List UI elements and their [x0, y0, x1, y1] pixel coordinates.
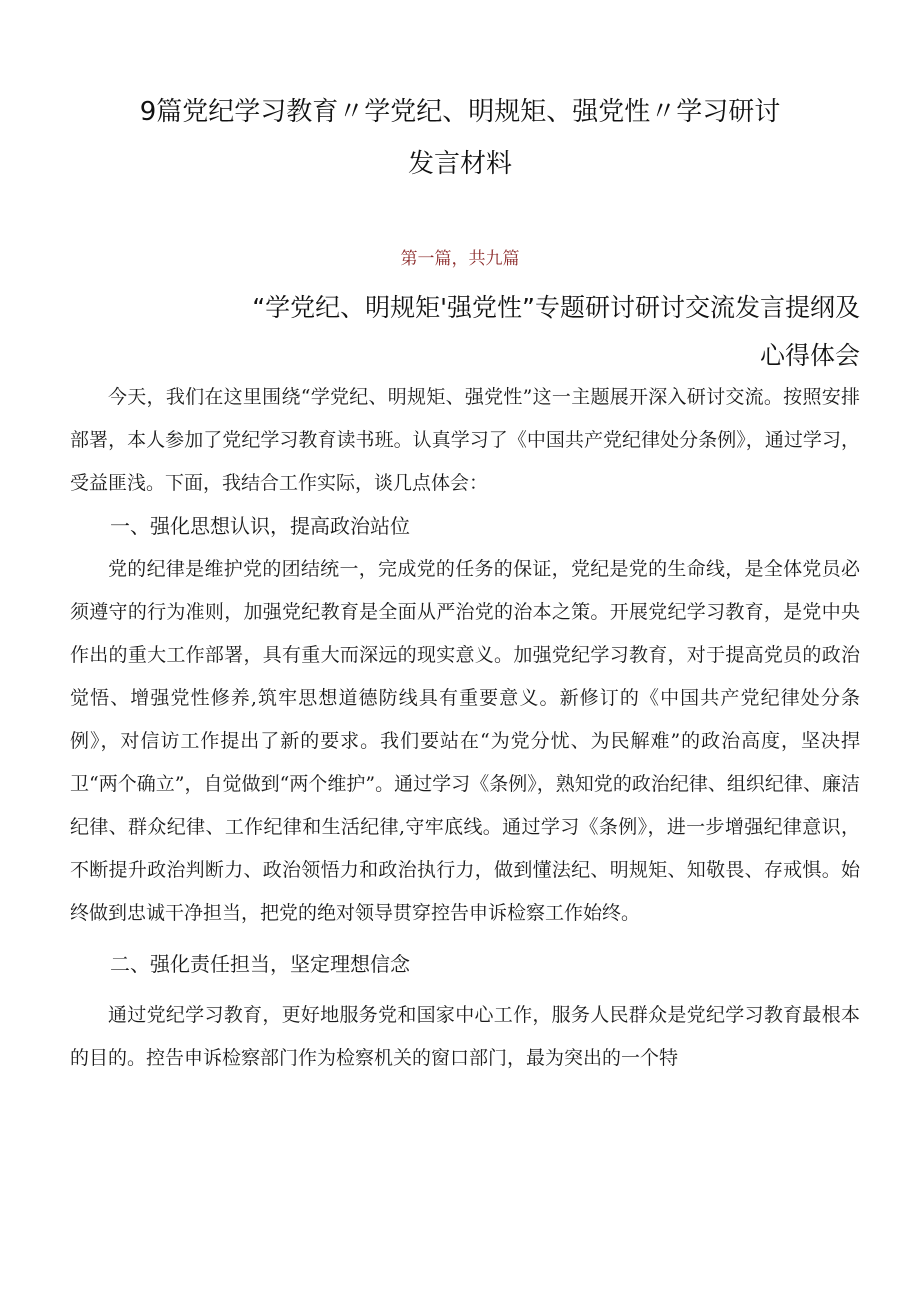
document-body [70, 376, 860, 1080]
subheading-2: 二、强化责任担当，坚定理想信念 [110, 952, 410, 976]
subheading-1: 一、强化思想认识，提高政治站位 [110, 514, 410, 538]
paragraph-intro: 今天，我们在这里围绕“学党纪、明规矩、强党性”这一主题展开深入研讨交流。按照安排部署，本人参加了党纪学习教育读书班。认真学习了《中国共产党纪律处分条例》，通过学习，受益匪浅。下面，我结合工作实际，谈几点体会： [70, 386, 860, 494]
document-title-line-2: 发言材料 [407, 149, 512, 179]
paragraph-discipline: 党的纪律是维护党的团结统一，完成党的任务的保证，党纪是党的生命线，是全体党员必须遵守的行为准则，加强党纪教育是全面从严治党的治本之策。开展党纪学习教育，是党中央作出的重大工作部署，具有重大而深远的现实意义。加强党纪学习教育，对于提高党员的政治觉悟、增强党性修养,筑牢思想道德防线具有重要意义。新修订的《中国共产党纪律处分条例》，对信访工作提出了新的要求。我们要站在“为党分忧、为民解难”的政治高度，坚决捍卫“两个确立”，自觉做到“两个维护”。通过学习《条例》，熟知党的政治纪律、组织纪律、廉洁纪律、群众纪律、工作纪律和生活纪律,守牢底线。通过学习《条例》，进一步增强纪律意识，不断提升政治判断力、政治领悟力和政治执行力，做到懂法纪、明规矩、知敬畏、存戒惧。始终做到忠诚干净担当，把党的绝对领导贯穿控告申诉检察工作始终。 [70, 558, 860, 924]
section-title [120, 284, 860, 380]
section-title-line-1: “学党纪、明规矩'强党性”专题研讨研讨交流发言提纲及 [252, 293, 860, 322]
paragraph-responsibility: 通过党纪学习教育，更好地服务党和国家中心工作，服务人民群众是党纪学习教育最根本的目的。控告申诉检察部门作为检察机关的窗口部门，最为突出的一个特 [70, 1004, 860, 1069]
section-title-line-2: 心得体会 [759, 341, 860, 370]
document-title-line-1: 9篇党纪学习教育〃学党纪、明规矩、强党性〃学习研讨 [139, 97, 781, 127]
part-label: 第一篇，共九篇 [400, 249, 520, 269]
document-title [60, 86, 860, 190]
